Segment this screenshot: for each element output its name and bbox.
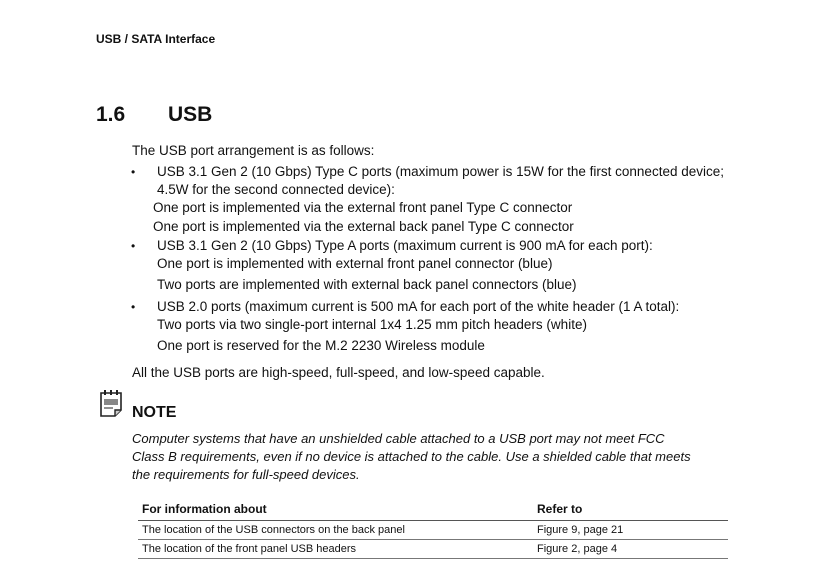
bullet-dot: • bbox=[131, 239, 136, 253]
bullet-dot: • bbox=[131, 165, 136, 179]
table-cell: The location of the front panel USB headers bbox=[138, 540, 533, 559]
note-text: Class B requirements, even if no device is attached to the cable. Use a shielded cable that meets bbox=[132, 449, 691, 464]
column-header: Refer to bbox=[533, 500, 728, 521]
sub-item: One port is implemented with external front panel connector (blue) bbox=[157, 256, 553, 271]
table-header-row bbox=[138, 500, 728, 521]
sub-item: Two ports are implemented with external back panel connectors (blue) bbox=[157, 277, 577, 292]
note-text: the requirements for full-speed devices. bbox=[132, 467, 360, 482]
note-text: Computer systems that have an unshielded cable attached to a USB port may not meet FCC bbox=[132, 431, 665, 446]
running-header: USB / SATA Interface bbox=[96, 32, 216, 46]
section-number: 1.6 bbox=[96, 103, 126, 126]
column-header: For information about bbox=[138, 500, 533, 521]
table-row bbox=[138, 540, 728, 559]
note-title: NOTE bbox=[132, 404, 177, 421]
bullet-dot: • bbox=[131, 300, 136, 314]
table-cell: The location of the USB connectors on the back panel bbox=[138, 521, 533, 540]
bullet-text: USB 3.1 Gen 2 (10 Gbps) Type C ports (maximum power is 15W for the first connected device; bbox=[157, 164, 724, 179]
table-cell-reference: Figure 9, page 21 bbox=[533, 521, 728, 540]
bullet-text: USB 3.1 Gen 2 (10 Gbps) Type A ports (maximum current is 900 mA for each port): bbox=[157, 238, 653, 253]
closing-text: All the USB ports are high-speed, full-speed, and low-speed capable. bbox=[132, 365, 545, 380]
intro-text: The USB port arrangement is as follows: bbox=[132, 143, 375, 158]
sub-item: One port is implemented via the external front panel Type C connector bbox=[153, 200, 573, 215]
table-cell-reference: Figure 2, page 4 bbox=[533, 540, 728, 559]
sub-item: One port is implemented via the external back panel Type C connector bbox=[153, 219, 574, 234]
table-row bbox=[138, 521, 728, 540]
bullet-text: 4.5W for the second connected device): bbox=[157, 182, 395, 197]
section-title: USB bbox=[168, 103, 213, 126]
reference-table bbox=[138, 500, 728, 559]
sub-item: One port is reserved for the M.2 2230 Wireless module bbox=[157, 338, 485, 353]
bullet-text: USB 2.0 ports (maximum current is 500 mA for each port of the white header (1 A total): bbox=[157, 299, 680, 314]
note-pad-icon bbox=[98, 389, 124, 419]
sub-item: Two ports via two single-port internal 1x4 1.25 mm pitch headers (white) bbox=[157, 317, 587, 332]
